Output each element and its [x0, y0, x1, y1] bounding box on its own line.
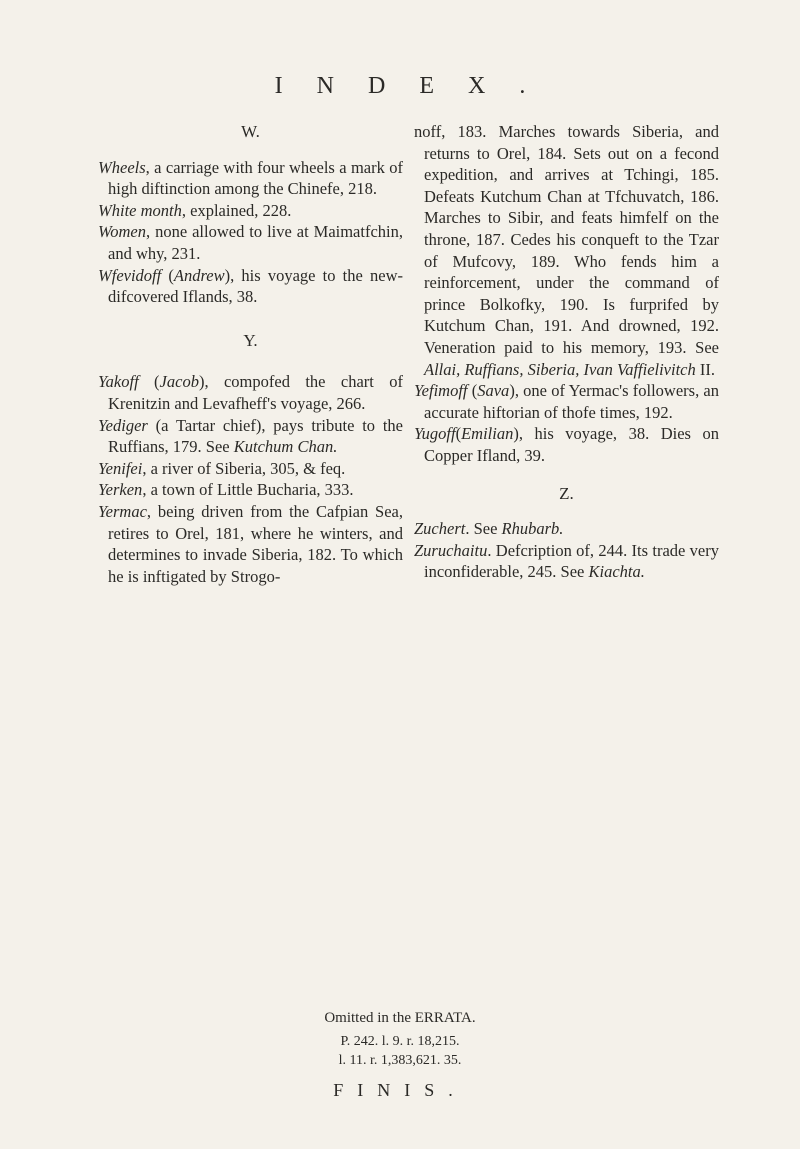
index-entry-yakoff: Yakoff (Jacob), compofed the chart of Krenitzin and Levafheff's voyage, 266.	[98, 372, 403, 413]
index-entry-wfevidoff: Wfevidoff (Andrew), his voyage to the new-difcovered Iflands, 38.	[98, 265, 403, 307]
errata-line-2: l. 11. r. 1,383,621. 35.	[338, 1053, 462, 1068]
index-entry-yermac: Yermac, being driven from the Cafpian Sea, retires to Orel, 181, where he winters, and determines to invade Siberia, 182. To which he is inftigated by Strogo-	[98, 501, 403, 586]
index-entry-women: Women, none allowed to live at Maimatfchin, and why, 231.	[98, 222, 403, 263]
section-letter-y: Y.	[243, 330, 258, 350]
finis-text: FINIS.	[333, 1080, 467, 1100]
section-letter-z: Z.	[559, 483, 574, 503]
index-entry-yermac-continued: noff, 183. Marches towards Siberia, and returns to Orel, 184. Sets out on a fecond expedition, and arrives at Tchingi, 185. Defeats Kutchum Chan at Tfchuvatch, 186. Marches to Sibir, and feats himfelf on the throne, 187. Cedes his conqueft to the Tzar of Mufcovy, 189. Who fends him a reinforcement, under the command of prince Bolkofky, 190. Is furprifed by Kutchum Chan, 191. And drowned, 192. Veneration paid to his memory, 193. See Allai, Ruffians, Siberia, Ivan Vaffielivitch II.	[414, 122, 719, 379]
index-entry-zuchert: Zuchert. See Rhubarb.	[414, 519, 564, 539]
left-column	[98, 121, 403, 587]
index-entry-zuruchaitu: Zuruchaitu. Defcription of, 244. Its trade very inconfiderable, 245. See Kiachta.	[414, 540, 719, 582]
index-entry-white-month: White month, explained, 228.	[98, 200, 292, 220]
errata-line-1: P. 242. l. 9. r. 18,215.	[340, 1034, 460, 1049]
index-entry-yefimoff: Yefimoff (Sava), one of Yermac's followers, an accurate hiftorian of thofe times, 192.	[414, 381, 720, 422]
index-entry-yenifei: Yenifei, a river of Siberia, 305, & feq.	[98, 458, 346, 478]
errata-title: Omitted in the ERRATA.	[324, 1010, 476, 1026]
page-title: INDEX.	[274, 73, 560, 99]
index-entry-yugoff: Yugoff(Emilian), his voyage, 38. Dies on Copper Ifland, 39.	[414, 424, 719, 465]
index-entry-yediger: Yediger (a Tartar chief), pays tribute to the Ruffians, 179. See Kutchum Chan.	[98, 415, 403, 457]
index-entry-yerken: Yerken, a town of Little Bucharia, 333.	[98, 480, 354, 500]
index-entry-wheels: Wheels, a carriage with four wheels a mark of high diftinction among the Chinefe, 218.	[98, 157, 403, 199]
section-letter-w: W.	[241, 122, 260, 141]
right-column	[414, 121, 719, 583]
